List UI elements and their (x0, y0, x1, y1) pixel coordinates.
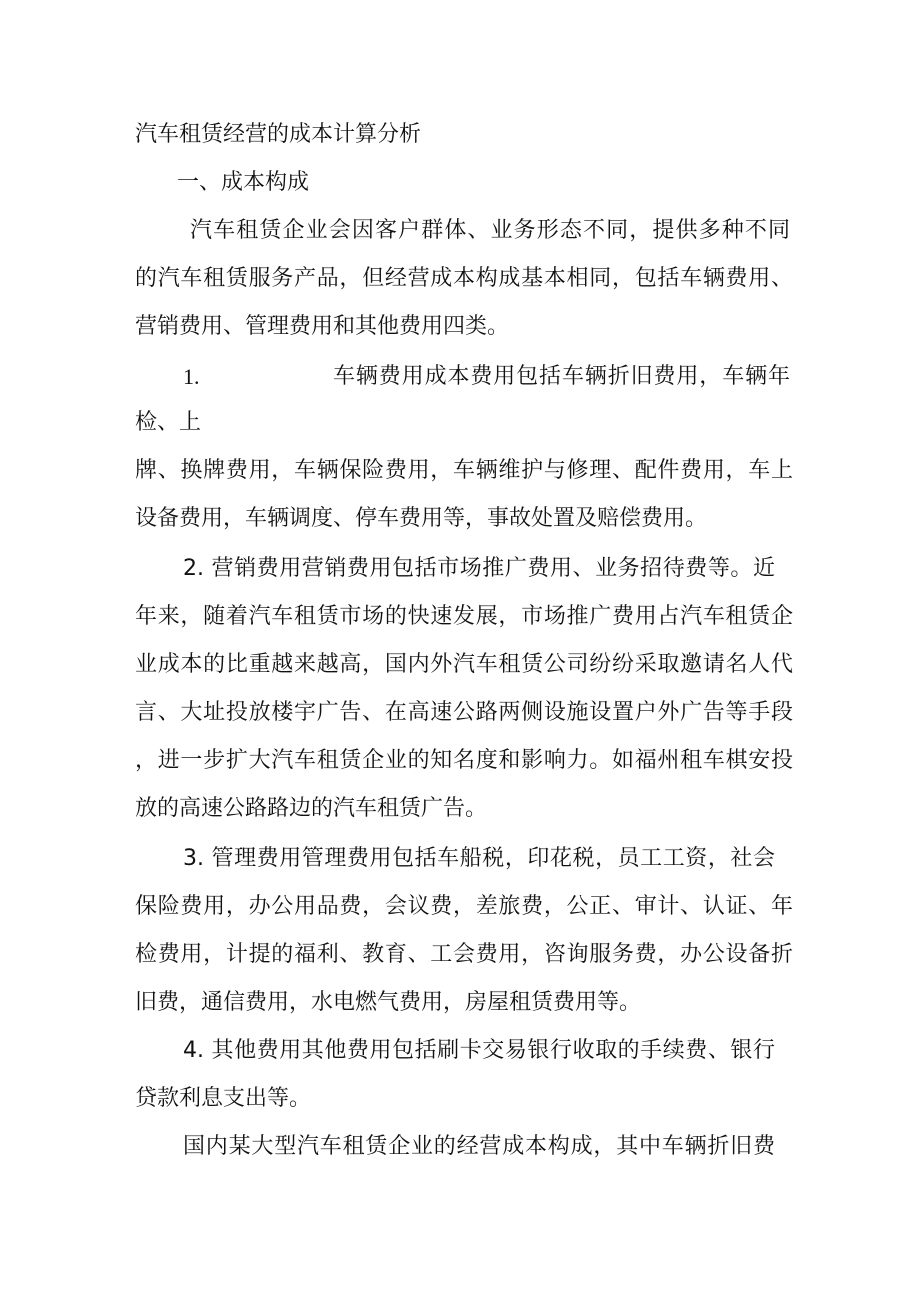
paragraph-line: 放的高速公路路边的汽车租赁广告。 (135, 796, 488, 821)
paragraph-line: 的汽车租赁服务产品，但经营成本构成基本相同，包括车辆费用、 (135, 266, 793, 291)
paragraph-line: 年来，随着汽车租赁市场的快速发展，市场推广费用占汽车租赁企 (135, 604, 793, 629)
paragraph-line: ，进一步扩大汽车租赁企业的知名度和影响力。如福州租车棋安投 (135, 748, 793, 773)
paragraph-line: 检、上 (135, 410, 202, 435)
paragraph-line: 检费用，计提的福利、教育、工会费用，咨询服务费，办公设备折 (135, 942, 793, 967)
paragraph-line: 保险费用，办公用品费，会议费，差旅费，公正、审计、认证、年 (135, 894, 793, 919)
paragraph-line: 国内某大型汽车租赁企业的经营成本构成，其中车辆折旧费 (183, 1134, 775, 1159)
paragraph-line: 贷款利息支出等。 (135, 1086, 312, 1111)
document-title: 汽车租赁经营的成本计算分析 (135, 122, 422, 147)
section-heading: 一、成本构成 (177, 170, 310, 195)
paragraph-line: 牌、换牌费用，车辆保险费用，车辆维护与修理、配件费用，车上 (135, 458, 793, 483)
paragraph-line: 4. 其他费用其他费用包括刷卡交易银行收取的手续费、银行 (183, 1038, 775, 1063)
paragraph-line: 汽车租赁企业会因客户群体、业务形态不同，提供多种不同 (190, 218, 790, 243)
paragraph-line: 设备费用，车辆调度、停车费用等，事故处置及赔偿费用。 (135, 506, 708, 531)
paragraph-line: 车辆费用成本费用包括车辆折旧费用，车辆年 (333, 364, 790, 389)
paragraph-line: 2. 营销费用营销费用包括市场推广费用、业务招待费等。近 (183, 556, 775, 581)
paragraph-line: 旧费，通信费用，水电燃气费用，房屋租赁费用等。 (135, 990, 642, 1015)
paragraph-line: 业成本的比重越来越高，国内外汽车租赁公司纷纷采取邀请名人代 (135, 652, 793, 677)
paragraph-line: 3. 管理费用管理费用包括车船税，印花税，员工工资，社会 (183, 846, 775, 871)
paragraph-line: 营销费用、管理费用和其他费用四类。 (135, 314, 510, 339)
paragraph-line: 言、大址投放楼宇广告、在高速公路两侧设施设置户外广告等手段 (135, 700, 793, 725)
list-number: 1. (183, 364, 200, 389)
